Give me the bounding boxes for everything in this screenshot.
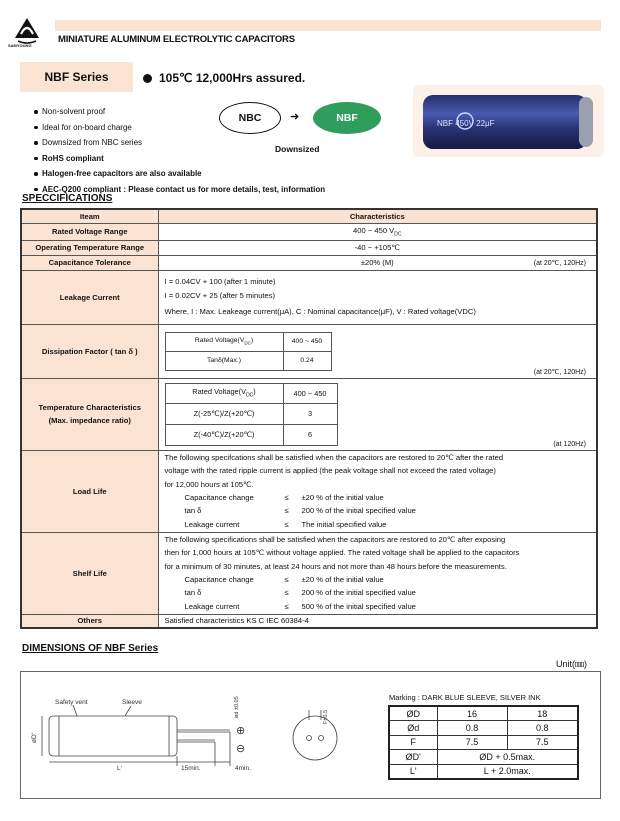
dim-value-18: 7.5 (507, 735, 578, 750)
load-row-value: ±20 % of the initial value (301, 493, 384, 502)
dim-label-l-prime: L' (389, 764, 437, 779)
df-voltage-range: 400 ~ 450 (283, 332, 331, 351)
load-row-sign: ≤ (284, 519, 289, 529)
nbc-label: NBC (238, 112, 262, 124)
document-title: MINIATURE ALUMINUM ELECTROLYTIC CAPACITORS (58, 34, 295, 45)
dim-label-lead: Ød (389, 721, 437, 736)
series-badge (20, 62, 133, 92)
brand-name: SAMYOUNG (8, 43, 32, 48)
leakage-cell (158, 270, 597, 324)
leakage-label: Leakage Current (21, 270, 158, 324)
product-photo (413, 85, 604, 157)
load-life-row (165, 504, 591, 517)
df-label: Dissipation Factor ( tan δ ) (21, 324, 158, 378)
downsized-caption: Downsized (275, 144, 320, 154)
dim-label-od-prime: ØD' (389, 750, 437, 765)
temp-inner-table (165, 383, 338, 446)
temp-note: (at 120Hz) (553, 440, 586, 448)
capacitor-body-outline (49, 716, 177, 756)
plus-icon: ⊕ (236, 725, 246, 737)
df-inner-table (165, 332, 332, 371)
shelf-row-key: tan δ (184, 588, 202, 598)
dim-value-16: 7.5 (437, 735, 507, 750)
assured-statement (143, 71, 305, 85)
df-h1-end: ) (250, 337, 254, 345)
shelf-row-key: Capacitance change (184, 575, 254, 584)
dimensions-title: DIMENSIONS OF NBF Series (22, 643, 159, 654)
df-tan-value: 0.24 (283, 351, 331, 370)
load-row-value: 200 % of the initial specified value (301, 506, 416, 516)
temp-z25-label: Z(-25℃)/Z(+20℃) (165, 403, 283, 424)
leakage-line-2: I = 0.02CV + 25 (after 5 minutes) (164, 290, 276, 300)
load-life-cell (158, 450, 597, 532)
temp-z40-value: 6 (283, 424, 337, 445)
assured-text: 105℃ 12,000Hrs assured. (159, 71, 306, 85)
dim-value-16: 0.8 (437, 721, 507, 736)
load-life-label: Load Life (21, 450, 158, 532)
shelf-row-value: ±20 % of the initial value (301, 575, 384, 584)
shelf-life-label: Shelf Life (21, 532, 158, 614)
rated-voltage-value (158, 223, 597, 240)
load-row-value: The initial specified value (301, 519, 387, 529)
cap-tol-cell (158, 255, 597, 270)
shelf-row-sign: ≤ (284, 588, 289, 598)
dim-value-od-prime: ØD + 0.5max. (437, 750, 578, 765)
sleeve-label: Sleeve (122, 699, 142, 706)
shelf-life-line-1: The following specifications shall be satisfied when the capacitors are restored to 20℃ after exposing (164, 534, 506, 544)
header-bar (55, 20, 601, 31)
load-row-sign: ≤ (284, 493, 289, 502)
shelf-row-sign: ≤ (284, 575, 289, 584)
minus-icon: ⊖ (236, 743, 246, 755)
load-life-line-3: for 12,000 hours at 105℃. (164, 479, 254, 489)
marking-note: Marking : DARK BLUE SLEEVE, SILVER INK (389, 693, 541, 702)
load-row-key: tan δ (184, 506, 202, 516)
min15-label: 15min. (181, 765, 201, 772)
leakage-line-3: Where, I : Max. Leakeage current(μA), C : Nominal capacitance(μF), V : Rated voltage(VDC) (164, 307, 476, 317)
col-char-header: Characteristics (158, 209, 597, 223)
temp-label-1: Temperature Characteristics (38, 403, 141, 412)
df-h1-sub: DC (244, 340, 251, 346)
load-row-key: Capacitance change (184, 493, 254, 502)
spec-title: SPECCIFICATIONS (22, 193, 113, 204)
series-name: NBF Series (44, 70, 109, 84)
capacitor-print: NBF 450V 22μF (437, 119, 495, 128)
feature-item: RoHS compliant (34, 151, 325, 167)
feature-item: Halogen-free capacitors are also available (34, 166, 325, 182)
col-item-header: Iteam (21, 209, 158, 223)
lead-label: ød ±0.05 (234, 696, 240, 718)
load-row-sign: ≤ (284, 506, 289, 516)
rated-voltage-text: 400 ~ 450 V (353, 225, 395, 235)
arrow-right-icon: ➜ (290, 111, 300, 123)
others-label: Others (21, 614, 158, 628)
unit-label: Unit(㎜) (556, 659, 587, 669)
dim-value-16: 16 (437, 706, 507, 721)
rated-voltage-sub: DC (394, 231, 402, 238)
temp-h1-end: ) (253, 387, 256, 397)
temp-h1-sub: DC (246, 392, 254, 399)
df-rated-voltage-header (165, 332, 283, 351)
shelf-row-value: 200 % of the initial specified value (301, 588, 416, 598)
nbf-label: NBF (336, 112, 358, 124)
temp-cell (158, 378, 597, 450)
dimension-drawing (25, 680, 375, 795)
temp-z25-value: 3 (283, 403, 337, 424)
leakage-line-1: I = 0.04CV + 100 (after 1 minute) (164, 277, 276, 287)
load-life-row (165, 518, 591, 531)
feature-item: AEC-Q200 compliant : Please contact us for more details, test, information (34, 182, 325, 198)
dim-value-l-prime: L + 2.0max. (437, 764, 578, 779)
dim-label-f: F (389, 735, 437, 750)
df-note: (at 20℃, 120Hz) (533, 368, 586, 376)
bullet-icon (143, 74, 152, 83)
cap-tol-label: Capacitance Tolerance (21, 255, 158, 270)
capacitor-image (413, 85, 604, 157)
min4-label: 4min. (235, 765, 251, 772)
temp-voltage-range: 400 ~ 450 (283, 383, 337, 403)
f-label: F±0.5 (323, 709, 329, 724)
op-temp-label: Operating Temperature Range (21, 240, 158, 255)
feature-item: Downsized from NBC series (34, 135, 325, 151)
temp-label (21, 378, 158, 450)
l-label: L' (117, 765, 122, 772)
load-life-line-1: The following specifcations shall be satisfied when the capacitors are restored to 20℃ after the rated (164, 452, 504, 462)
feature-item: Non-solvent proof (34, 104, 325, 120)
others-value: Satisfied characteristics KS C IEC 60384-4 (158, 614, 597, 628)
dimension-table (388, 705, 579, 780)
shelf-life-line-3: for a minimum of 30 minutes, at least 24 hours and not more than 48 hours before the measurements. (164, 561, 507, 571)
load-life-row (165, 491, 591, 504)
df-tan-label: Tanδ(Max.) (165, 351, 283, 370)
od-label: øD' (31, 733, 38, 743)
nbc-oval (219, 102, 281, 134)
safety-vent-label: Safety vent (55, 699, 88, 706)
temp-label-2: (Max. impedance ratio) (48, 416, 131, 425)
shelf-life-cell (158, 532, 597, 614)
temp-h1: Rated Voltage(V (192, 387, 247, 397)
dim-label-od: ØD (389, 706, 437, 721)
shelf-row-key: Leakage current (184, 601, 240, 611)
shelf-life-row (165, 600, 591, 613)
df-h1: Rated Voltage(V (194, 337, 245, 345)
shelf-life-row (165, 586, 591, 599)
cap-tol-note: (at 20℃, 120Hz) (533, 259, 586, 267)
shelf-row-value: 500 % of the initial specified value (301, 601, 416, 611)
load-life-line-2: voltage with the rated ripple current is applied (the peak voltage shall not exceed the rated voltage) (164, 466, 496, 476)
capacitor-end-view (293, 716, 337, 760)
shelf-row-sign: ≤ (284, 601, 289, 611)
shelf-life-row (165, 573, 591, 586)
feature-item: Ideal for on-board charge (34, 120, 325, 136)
op-temp-value: -40 ~ +105℃ (158, 240, 597, 255)
temp-rated-voltage-header (165, 383, 283, 403)
spec-table (20, 208, 598, 629)
load-row-key: Leakage current (184, 519, 240, 529)
shelf-life-line-2: then for 1,000 hours at 105℃ without voltage applied. The rated voltage shall be applied to the capacitors (164, 548, 520, 558)
rated-voltage-label: Rated Voltage Range (21, 223, 158, 240)
df-cell (158, 324, 597, 378)
cap-tol-value: ±20% (M) (360, 258, 394, 267)
nbf-oval (313, 102, 381, 134)
dim-value-18: 18 (507, 706, 578, 721)
dim-value-18: 0.8 (507, 721, 578, 736)
temp-z40-label: Z(-40℃)/Z(+20℃) (165, 424, 283, 445)
